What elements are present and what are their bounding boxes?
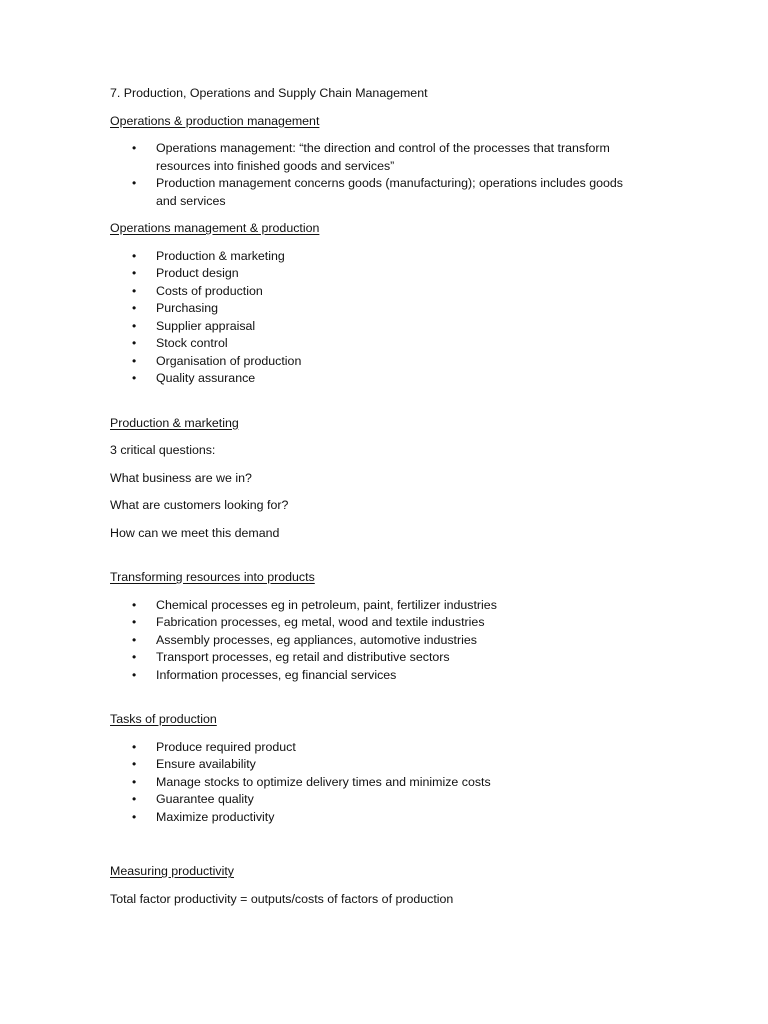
list-item-text: Organisation of production [156,353,302,368]
bullet-icon: • [132,615,137,629]
list-item-text: Assembly processes, eg appliances, automotive industries [156,632,477,647]
list-item-text: Transport processes, eg retail and distributive sectors [156,650,450,664]
bullet-icon: • [132,283,137,298]
list-item-text: Quality assurance [156,371,256,385]
paragraph: How can we meet this demand [110,525,280,540]
bullet-icon: • [132,739,137,754]
bullet-list [110,248,670,388]
section-heading-tasks-of-production: Tasks of production [110,712,217,726]
bullet-icon: • [132,632,137,647]
list-item [110,248,670,266]
paragraph: Total factor productivity = outputs/costs of factors of production [110,891,454,906]
list-item-text: Production management concerns goods (manufacturing); operations includes goods and services [156,176,623,208]
list-item [110,597,670,615]
bullet-icon: • [132,301,137,315]
section-heading-operations-management-production: Operations management & production [110,221,320,235]
list-item [110,175,630,210]
list-item-text: Costs of production [156,283,263,298]
list-item-text: Stock control [156,336,228,350]
bullet-icon: • [132,650,137,664]
list-item [110,265,670,283]
list-item-text: Production & marketing [156,248,285,263]
section-heading-production-marketing: Production & marketing [110,415,239,430]
bullet-icon: • [132,597,137,612]
paragraph: 3 critical questions: [110,443,216,457]
bullet-list [110,597,670,685]
bullet-icon: • [132,809,137,824]
list-item [110,667,670,685]
list-item [110,774,670,792]
bullet-icon: • [132,176,137,190]
list-item [110,283,670,301]
list-item-text: Information processes, eg financial services [156,667,397,682]
list-item-text: Operations management: “the direction and control of the processes that transform resources into finished goods and services” [156,141,610,173]
bullet-icon: • [132,667,137,682]
bullet-icon: • [132,336,137,350]
list-item [110,632,670,650]
paragraph: What business are we in? [110,470,252,485]
list-item [110,300,670,318]
section-heading-transforming-resources: Transforming resources into products [110,570,315,584]
list-item-text: Fabrication processes, eg metal, wood and textile industries [156,615,485,629]
section-heading-operations-production-management: Operations & production management [110,113,320,128]
bullet-icon: • [132,774,137,789]
bullet-icon: • [132,353,137,368]
list-item [110,318,670,336]
bullet-icon: • [132,371,137,385]
list-item-text: Purchasing [156,301,218,315]
bullet-icon: • [132,141,137,155]
bullet-icon: • [132,757,137,771]
bullet-list [110,140,630,210]
list-item [110,614,670,632]
list-item [110,353,670,371]
bullet-icon: • [132,792,137,806]
bullet-icon: • [132,248,137,263]
document-page [110,85,670,908]
list-item [110,649,670,667]
list-item-text: Guarantee quality [156,792,254,806]
list-item-text: Maximize productivity [156,809,275,824]
list-item [110,756,670,774]
document-title: 7. Production, Operations and Supply Chain Management [110,86,428,100]
bullet-icon: • [132,318,137,333]
bullet-list [110,739,670,827]
list-item-text: Manage stocks to optimize delivery times and minimize costs [156,774,491,789]
list-item [110,140,630,175]
list-item-text: Supplier appraisal [156,318,256,333]
paragraph: What are customers looking for? [110,498,289,512]
list-item [110,791,670,809]
list-item-text: Ensure availability [156,757,256,771]
list-item-text: Produce required product [156,739,296,754]
list-item [110,335,670,353]
list-item-text: Chemical processes eg in petroleum, paint, fertilizer industries [156,597,497,612]
list-item [110,809,670,827]
list-item [110,739,670,757]
bullet-icon: • [132,266,137,280]
list-item [110,370,670,388]
section-heading-measuring-productivity: Measuring productivity [110,864,234,878]
list-item-text: Product design [156,266,239,280]
